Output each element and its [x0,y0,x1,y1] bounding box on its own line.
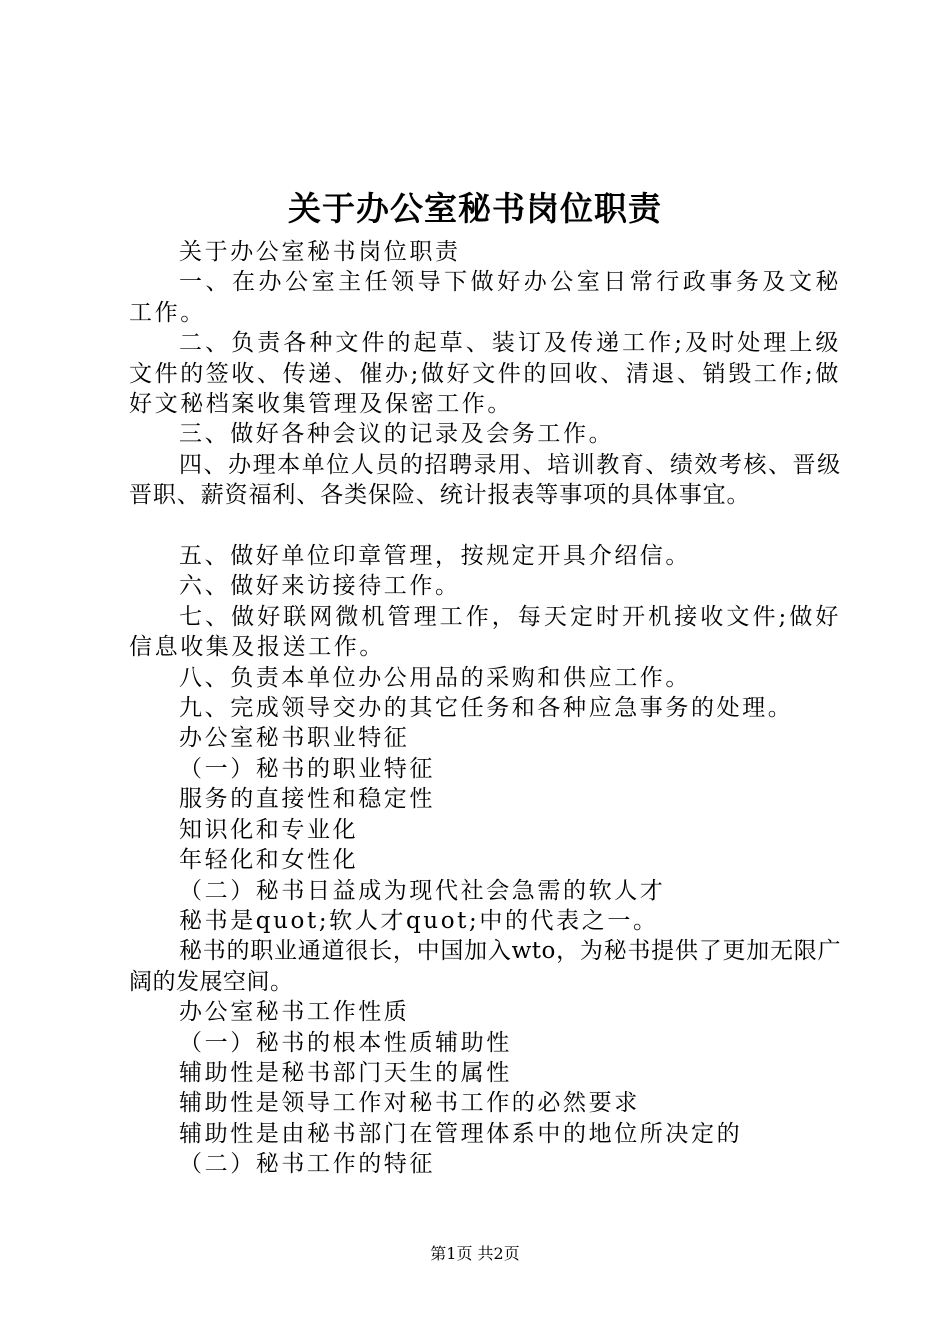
paragraph-item-1: 一、在办公室主任领导下做好办公室日常行政事务及文秘工作。 [129,269,841,326]
section-heading-career-traits: 办公室秘书职业特征 [179,725,410,752]
list-item: 年轻化和女性化 [179,847,359,874]
list-item: 辅助性是领导工作对秘书工作的必然要求 [179,1090,640,1117]
paragraph-item-2: 二、负责各种文件的起草、装订及传递工作;及时处理上级文件的签收、传递、催办;做好文件的回收、清退、销毁工作;做好文秘档案收集管理及保密工作。 [129,330,841,418]
list-item: 辅助性是由秘书部门在管理体系中的地位所决定的 [179,1120,743,1147]
paragraph-career-path: 秘书的职业通道很长，中国加入wto，为秘书提供了更加无限广阔的发展空间。 [129,938,841,995]
paragraph-spacer [129,511,841,541]
paragraph-item-9: 九、完成领导交办的其它任务和各种应急事务的处理。 [179,695,794,722]
paragraph-item-8: 八、负责本单位办公用品的采购和供应工作。 [179,664,691,691]
document-title: 关于办公室秘书岗位职责 [288,189,662,228]
paragraph-item-7: 七、做好联网微机管理工作，每天定时开机接收文件;做好信息收集及报送工作。 [129,603,841,661]
paragraph-item-6: 六、做好来访接待工作。 [179,573,461,600]
paragraph-soft-talent: 秘书是quot;软人才quot;中的代表之一。 [179,907,659,934]
paragraph-heading: 关于办公室秘书岗位职责 [179,239,461,265]
section-heading-work-nature: 办公室秘书工作性质 [179,999,410,1026]
list-item: 知识化和专业化 [179,816,359,843]
paragraph-item-4: 四、办理本单位人员的招聘录用、培训教育、绩效考核、晋级晋职、薪资福利、各类保险、统计报表等事项的具体事宜。 [129,451,841,509]
page-number-footer: 第1页 共2页 [430,1244,520,1263]
document-body [129,237,841,1180]
subheading-work-features: （二）秘书工作的特征 [179,1151,435,1178]
paragraph-item-3: 三、做好各种会议的记录及会务工作。 [179,421,615,448]
list-item: 辅助性是秘书部门天生的属性 [179,1059,512,1086]
list-item: 服务的直接性和稳定性 [179,786,435,813]
subheading-career-traits: （一）秘书的职业特征 [179,755,435,782]
subheading-soft-talent: （二）秘书日益成为现代社会急需的软人才 [179,877,666,904]
subheading-auxiliary-nature: （一）秘书的根本性质辅助性 [179,1029,512,1056]
paragraph-item-5: 五、做好单位印章管理，按规定开具介绍信。 [179,543,691,570]
